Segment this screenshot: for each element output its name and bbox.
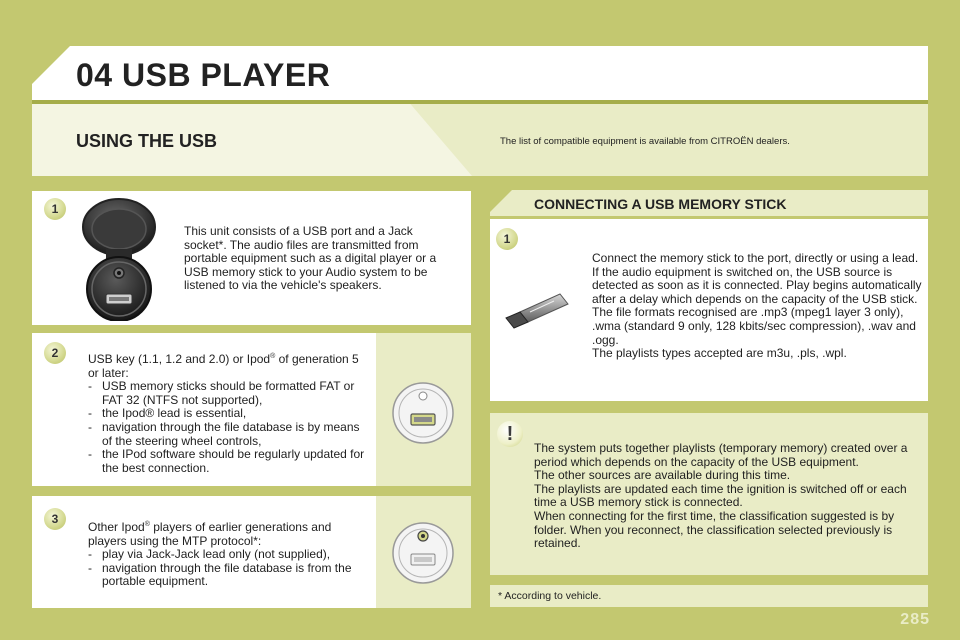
step2-reg-mark: ® — [270, 353, 276, 360]
list-item: - USB memory sticks should be formatted FAT or FAT 32 (NTFS not supported), — [88, 380, 368, 407]
warning-line: The playlists are updated each time the ignition is switched off or each time a USB memory stick is connected. — [534, 481, 907, 510]
page-title: 04 USB PLAYER — [76, 57, 331, 93]
warning-text — [534, 442, 918, 551]
step2-text — [88, 350, 368, 475]
connecting-line: The playlists types accepted are m3u, .pls, .wpl. — [592, 346, 847, 361]
section-title-connecting: CONNECTING A USB MEMORY STICK — [534, 196, 787, 212]
step3-intro: Other Ipod — [88, 520, 145, 534]
warning-line: The system puts together playlists (temporary memory) created over a period which depends on the capacity of the USB equipment. — [534, 441, 908, 469]
step3-text — [88, 518, 368, 589]
dealers-note: The list of compatible equipment is available from CITROËN dealers. — [500, 136, 790, 147]
connecting-badge: 1 — [496, 228, 518, 250]
step3-badge: 3 — [44, 508, 66, 530]
connecting-text — [592, 252, 924, 361]
list-item: - play via Jack-Jack lead only (not supplied), — [88, 548, 368, 562]
usb-port-sketch-icon — [388, 378, 458, 448]
connecting-line: Connect the memory stick to the port, directly or using a lead. If the audio equipment is switched on, the USB source is detected as soon as it is connected. Play begins automatically after a delay which depends on the capacity of the USB stick. — [592, 251, 922, 306]
section-title-using: USING THE USB — [76, 131, 218, 151]
list-item: - navigation through the file database is by means of the steering wheel controls, — [88, 421, 368, 448]
connecting-line: The file formats recognised are .mp3 (mpeg1 layer 3 only), .wma (standard 9 only, 128 kbits/sec compression), .wav and .ogg. — [592, 305, 916, 347]
usb-socket-illustration — [78, 197, 160, 321]
step1-text: This unit consists of a USB port and a Jack socket*. The audio files are transmitted from portable equipment such as a digital player or a USB memory stick to your Audio system to be listened to via the vehicle's speakers. — [184, 224, 437, 293]
list-item: - navigation through the file database is from the portable equipment. — [88, 562, 368, 589]
warning-line: When connecting for the first time, the classification suggested is by folder. When you reconnect, the classification selected previously is retained. — [534, 508, 895, 551]
jack-socket-sketch-icon — [388, 518, 458, 588]
step3-intro-tail: players of earlier generations and players using the MTP protocol*: — [88, 520, 332, 548]
page-number: 285 — [900, 611, 930, 628]
usb-stick-illustration — [502, 290, 570, 330]
warning-icon: ! — [497, 421, 523, 447]
list-item: - the Ipod® lead is essential, — [88, 407, 368, 421]
warning-line: The other sources are available during this time. — [534, 468, 791, 483]
footnote: * According to vehicle. — [498, 590, 602, 602]
list-item: - the IPod software should be regularly updated for the best connection. — [88, 448, 368, 475]
step3-list — [88, 548, 368, 589]
step3-reg-mark: ® — [144, 521, 150, 528]
step2-badge: 2 — [44, 342, 66, 364]
step2-intro-tail: of generation 5 or later: — [88, 352, 359, 380]
step1-badge: 1 — [44, 198, 66, 220]
step2-list — [88, 380, 368, 475]
step2-intro: USB key (1.1, 1.2 and 2.0) or Ipod — [88, 352, 271, 366]
